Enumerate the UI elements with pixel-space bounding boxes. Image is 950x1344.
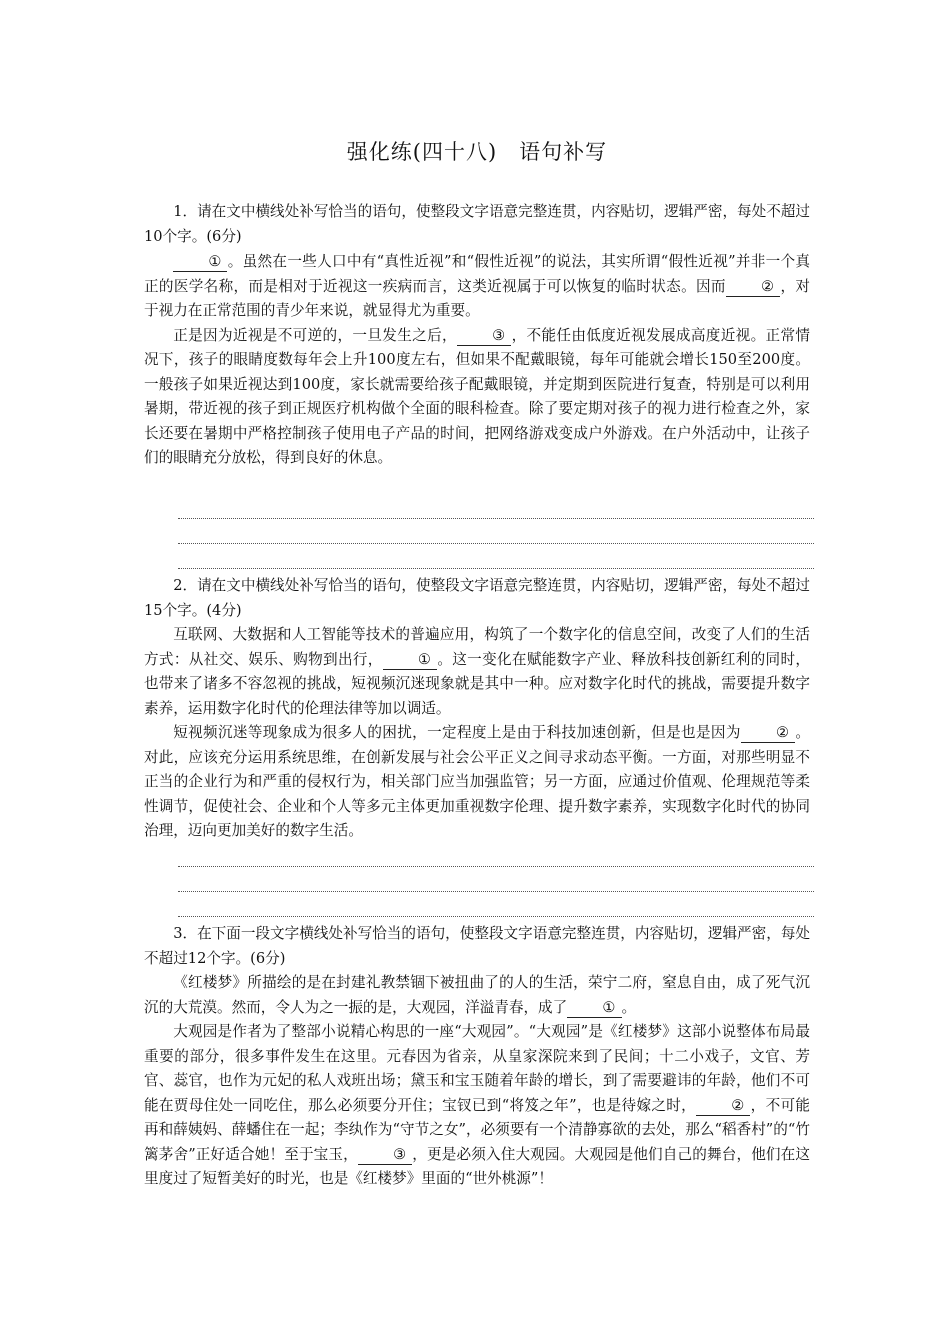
question-1-paragraph-1 <box>144 250 810 324</box>
answer-blank-1[interactable]: ① <box>383 651 437 670</box>
answer-line[interactable] <box>178 568 814 569</box>
question-3-text-2a: 大观园是作者为了整部小说精心构思的一座“大观园”。“大观园”是《红楼梦》这部小说整体布局最重要的部分，很多事件发生在这里。元春因为省亲，从皇家深院来到了民间；十二小戏子，文官、芳官、蕊官，也作为元妃的私人戏班出场；黛玉和宝玉随着年龄的增长，到了需要避讳的年龄，他们不可能在贾母住处一同吃住，那么必须要分开住；宝钗已到“将笈之年”，也是待嫁之时， <box>144 1023 810 1114</box>
question-3-paragraph-2 <box>144 1020 810 1192</box>
answer-blank-3[interactable]: ③ <box>457 327 511 346</box>
answer-line[interactable] <box>178 866 814 867</box>
answer-line[interactable] <box>178 916 814 917</box>
answer-blank-3[interactable]: ③ <box>358 1146 412 1165</box>
question-2-text-1b: 。这一变化在赋能数字产业、释放科技创新红利的同时，也带来了诸多不容忽视的挑战，短视频沉迷现象就是其中一种。应对数字化时代的挑战，需要提升数字素养，运用数字化时代的伦理法律等加以调适。 <box>144 650 810 717</box>
question-3-text-1b: 。 <box>621 998 637 1016</box>
answer-blank-2[interactable]: ② <box>741 724 795 743</box>
answer-blank-2[interactable]: ② <box>726 278 780 297</box>
question-2 <box>144 574 810 844</box>
answer-blank-1[interactable]: ① <box>173 253 227 272</box>
question-3-text-1a: 《红楼梦》所描绘的是在封建礼教禁锢下被扭曲了的人的生活，荣宁二府，窒息自由，成了死气沉沉的大荒漠。然而，令人为之一振的是，大观园，洋溢青春，成了 <box>144 974 810 1016</box>
question-3-paragraph-1 <box>144 971 810 1020</box>
answer-line[interactable] <box>178 891 814 892</box>
question-1-paragraph-2 <box>144 324 810 471</box>
question-2-text-2b: 。对此，应该充分运用系统思维，在创新发展与社会公平正义之间寻求动态平衡。一方面，对那些明显不正当的企业行为和严重的侵权行为，相关部门应当加强监管；另一方面，应通过价值观、伦理规范等柔性调节，促使社会、企业和个人等多元主体更加重视数字伦理、提升数字素养，实现数字化时代的协同治理，迈向更加美好的数字生活。 <box>144 724 810 839</box>
question-1 <box>144 200 810 471</box>
question-3-prompt: 3．在下面一段文字横线处补写恰当的语句，使整段文字语意完整连贯，内容贴切，逻辑严密，每处不超过12个字。(6分) <box>144 925 811 967</box>
question-1-text-2b: ，不能任由低度近视发展成高度近视。正常情况下，孩子的眼睛度数每年会上升100度左右，但如果不配戴眼镜，每年可能就会增长150至200度。一般孩子如果近视达到100度，家长就需要给孩子配戴眼镜，并定期到医院进行复查，特别是可以利用暑期，带近视的孩子到正规医疗机构做个全面的眼科检查。除了要定期对孩子的视力进行检查之外，家长还要在暑期中严格控制孩子使用电子产品的时间，把网络游戏变成户外游戏。在户外活动中，让孩子们的眼睛充分放松，得到良好的休息。 <box>144 326 810 466</box>
question-3-text-2b: ，不可能再和薛姨妈、薛蟠住在一起；李纨作为“守节之女”，必须要有一个清静寡欲的去处，那么“稻香村”的“竹篱茅舍”正好适合她！至于宝玉， <box>144 1096 810 1163</box>
question-2-text-2a: 短视频沉迷等现象成为很多人的困扰，一定程度上是由于科技加速创新，但是也是因为 <box>173 724 741 741</box>
question-1-text-1b: ，对于视力在正常范围的青少年来说，就显得尤为重要。 <box>144 277 810 319</box>
question-1-text-1a: 。虽然在一些人口中有“真性近视”和“假性近视”的说法，其实所谓“假性近视”并非一个真正的医学名称，而是相对于近视这一疾病而言，这类近视属于可以恢复的临时状态。因而 <box>144 253 810 295</box>
question-2-paragraph-2 <box>144 721 810 844</box>
answer-line[interactable] <box>178 518 814 519</box>
question-2-text-1a: 互联网、大数据和人工智能等技术的普遍应用，构筑了一个数字化的信息空间，改变了人们的生活方式：从社交、娱乐、购物到出行， <box>144 626 810 668</box>
question-3-text-2c: ，更是必须入住大观园。大观园是他们自己的舞台，他们在这里度过了短暂美好的时光，也是《红楼梦》里面的“世外桃源”！ <box>144 1145 810 1187</box>
page-title: 强化练(四十八) 语句补写 <box>346 140 608 164</box>
question-1-prompt: 1．请在文中横线处补写恰当的语句，使整段文字语意完整连贯，内容贴切，逻辑严密，每处不超过10个字。(6分) <box>144 203 811 245</box>
answer-line[interactable] <box>178 543 814 544</box>
question-2-paragraph-1 <box>144 623 810 721</box>
question-1-text-2a: 正是因为近视是不可逆的，一旦发生之后， <box>173 326 457 344</box>
answer-blank-2[interactable]: ② <box>696 1097 750 1116</box>
answer-blank-1[interactable]: ① <box>567 999 621 1018</box>
question-3 <box>144 922 810 1192</box>
question-2-prompt: 2．请在文中横线处补写恰当的语句，使整段文字语意完整连贯，内容贴切，逻辑严密，每处不超过15个字。(4分) <box>144 577 811 619</box>
